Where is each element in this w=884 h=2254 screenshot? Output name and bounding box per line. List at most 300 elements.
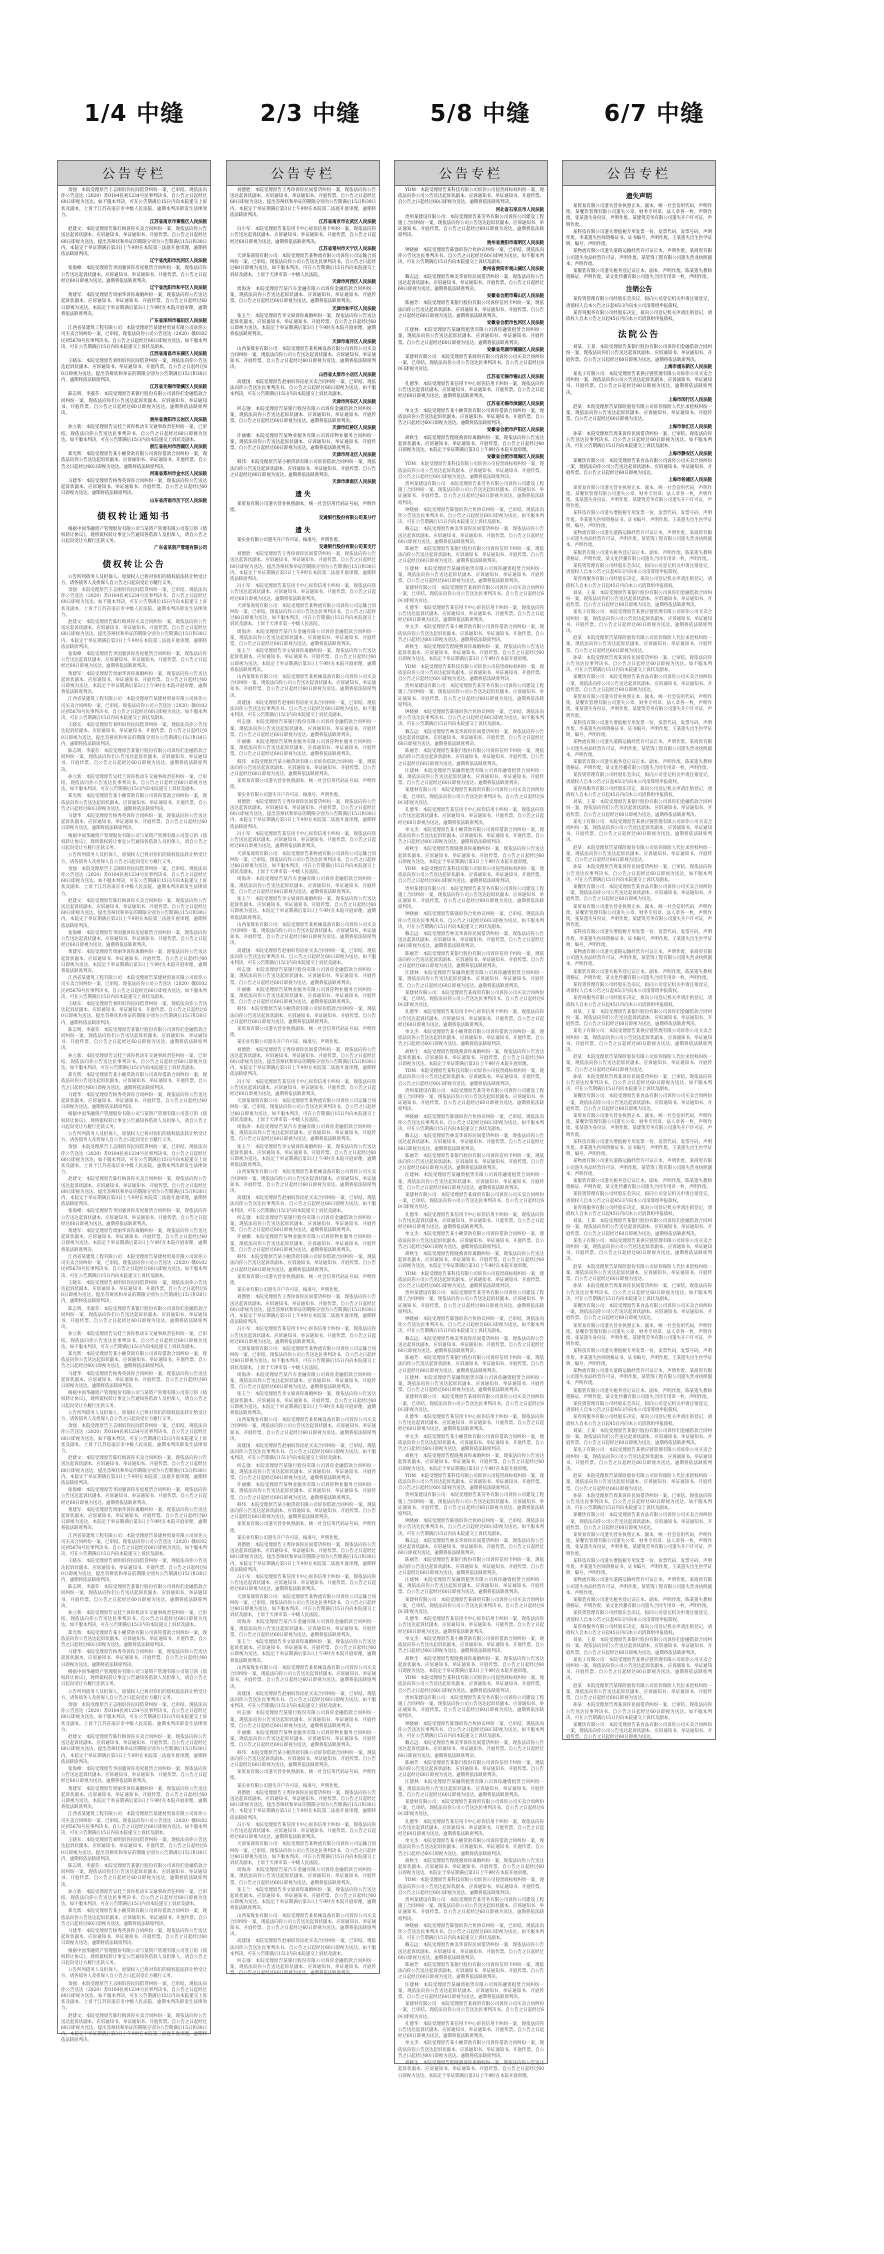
notice-entry: 单文杰：本院受理原告某小额贷款有限公司诉你借款合同纠纷一案，现依法向你公告送达起诉状副本、应诉通知书、举证通知书、开庭传票。自公告之日起经过60日即视为送达。逾期将依法缺席判决。 <box>398 625 544 643</box>
notice-entry: 高建国：本院受理原告赵丽诉你房屋买卖合同纠纷一案，已审结。现依法向你公告送达民事判决书。自公告之日起经过60日即视为送达。如不服本判决，可在公告期满后15日内向本院递交上诉状及副本。 <box>230 379 376 398</box>
notice-entry: 赵建文：本院受理原告陈红梅诉你买卖合同纠纷一案，现依法向你公告送达起诉状副本、应诉通知书、举证通知书、开庭传票。自公告之日起经过60日即视为送达。提出答辩状和举证的期限分别为公告期满后15日和30日内。本院定于举证期满后第3日上午9时在本院第三法庭开庭审理，逾期将依法缺席判决。 <box>61 898 207 929</box>
notice-entry: 陈丽芳：本院受理原告某银行股份有限公司诉你信用卡纠纷一案，现依法向你公告送达起诉状副本、应诉通知书、举证通知书、开庭传票。自公告之日起经过60日即视为送达。逾期将依法缺席判决。 <box>398 1356 544 1374</box>
notice-entry: 胡秋生：本院受理原告程晓燕诉你离婚纠纷一案，现依法向你公告送达起诉状副本、应诉通知书、举证通知书、开庭传票。自公告之日起经过60日即视为送达。本院定于举证期满后第3日上午9时在本院开庭审理。 <box>398 1858 544 1877</box>
notice-entry: 某投资管理有限公司经股东会决议，拟向公司登记机关申请注销登记，请债权人自本公告之日起45日内向本公司清算组申报债权。 <box>566 563 712 576</box>
column-body <box>227 186 379 1981</box>
notice-entry: 汪建林：本院受理原告某融资租赁有限公司诉你融资租赁合同纠纷一案，现依法向你公告送达起诉状副本、应诉通知书、举证通知书、开庭传票。自公告之日起经过60日即视为送达。逾期将依法缺席判决。 <box>398 971 544 989</box>
notice-entry: 王晓东：本院受理原告刘明诉你民间借贷纠纷一案，现依法向你公告送达起诉状副本、应诉通知书、举证通知书、开庭传票。自公告之日起经过60日即视为送达。提出答辩状和举证的期限分别为公告期满后15日和30日内，逾期将依法缺席判决。 <box>61 723 207 747</box>
notice-entry: 某建材有限公司：本院受理原告某商贸有限公司诉你公司买卖合同纠纷一案，已审结。现依法向你公司公告送达民事判决书。自公告之日起经过60日即视为送达。 <box>398 2002 544 2020</box>
court-signature: 贵州省贵阳市观山湖区人民法院 <box>482 267 544 273</box>
notice-entry: 某建材有限公司：本院受理原告某商贸有限公司诉你公司买卖合同纠纷一案，已审结。现依法向你公司公告送达民事判决书。自公告之日起经过60日即视为送达。 <box>398 990 544 1009</box>
notice-entry: 某物流有限公司遗失道路运输经营许可证正本，声明作废。某商贸有限公司遗失食品经营许可证，声明作废。某装饰工程有限公司遗失营业执照副本，声明作废。 <box>566 740 712 758</box>
notice-entry: 赵建文：本院受理原告陈红梅诉你买卖合同纠纷一案，现依法向你公告送达起诉状副本、应诉通知书、举证通知书、开庭传票。自公告之日起经过60日即视为送达。提出答辩状和举证的期限分别为公告期满后15日和30日内。本院定于举证期满后第3日上午9时在本院第三法庭开庭审理，逾期将依法缺席判决。 <box>61 1456 207 1486</box>
notice-entry: 单文杰：本院受理原告某小额贷款有限公司诉你借款合同纠纷一案，现依法向你公告送达起诉状副本、应诉通知书、举证通知书、开庭传票。自公告之日起经过60日即视为送达。逾期将依法缺席判决。 <box>398 1839 544 1857</box>
notice-entry: 郑光辉：本院受理原告某小额贷款有限公司诉你借款合同纠纷一案，现依法向你公告送达起诉状副本、应诉通知书、举证通知书、开庭传票。自公告之日起经过60日即视为送达。逾期将依法缺席判决。 <box>61 794 207 812</box>
notice-entry: 韩伟：本院受理原告某小额贷款有限公司诉你借款合同纠纷一案，现依法向你公告送达起诉状副本、应诉通知书、举证通知书、开庭传票。自公告之日起经过60日即视为送达。逾期将依法缺席判决。 <box>230 460 376 478</box>
notice-entry: 汪建林：本院受理原告某融资租赁有限公司诉你融资租赁合同纠纷一案，现依法向你公告送达起诉状副本、应诉通知书、举证通知书、开庭传票。自公告之日起经过60日即视为送达。逾期将依法缺席判决。 <box>398 768 544 787</box>
notice-entry: YDM：本院受理原告某科技有限公司诉你公司侵害商标权纠纷一案，现依法向你公司公告送达起诉状副本、应诉通知书、举证通知书、开庭传票。自公告之日起经过60日即视为送达。逾期将依法缺席判决。 <box>398 1271 544 1289</box>
notice-entry: 陈丽芳：本院受理原告某银行股份有限公司诉你信用卡纠纷一案，现依法向你公告送达起诉状副本、应诉通知书、举证通知书、开庭传票。自公告之日起经过60日即视为送达。逾期将依法缺席判决。 <box>398 951 544 969</box>
column-header: 公告专栏 <box>227 161 379 186</box>
notice-entry: 钟晓丽：本院受理原告陈强诉你合伙协议纠纷一案，已审结。现依法向你公告送达民事判决书。自公告之日起经过60日即视为送达。如不服本判决，可在公告期满后15日内向本院递交上诉状及副本。 <box>398 912 544 930</box>
notice-entry: 贵州某建设有限公司：本院受理原告某劳务有限公司诉你公司建设工程施工合同纠纷一案，现依法向你公司公告送达起诉状副本、应诉通知书、举证通知书、开庭传票。自公告之日起经过60日即视为送达。逾期将依法缺席判决。 <box>398 886 544 911</box>
court-signature: 天津市红桥区人民法院 <box>332 426 376 432</box>
notice-entry: 汪建林：本院受理原告某融资租赁有限公司诉你融资租赁合同纠纷一案，现依法向你公告送达起诉状副本、应诉通知书、举证通知书、开庭传票。自公告之日起经过60日即视为送达。逾期将依法缺席判决。 <box>398 566 544 584</box>
notice-entry: 某餐饮有限公司：本院受理原告某食品有限公司诉你公司买卖合同纠纷一案，现依法向你公司公告送达起诉状副本、应诉通知书、举证通知书、开庭传票。自公告之日起经过60日即视为送达。 <box>566 1094 712 1112</box>
notice-entry: 天津某商贸有限公司：本院受理原告某物流有限公司诉你公司运输合同纠纷一案，已审结。现依法向你公司公告送达民事判决书。自公告之日起经过60日即视为送达。如不服本判决，可在公告期满后15日内向本院递交上诉状及副本，上诉于天津市第一中级人民法院。 <box>230 851 376 876</box>
court-signature: 辽宁省沈阳市沈河区人民法院 <box>149 259 207 265</box>
notice-entry: 赵建文：本院受理原告陈红梅诉你买卖合同纠纷一案，现依法向你公告送达起诉状副本、应诉通知书、举证通知书、开庭传票。自公告之日起经过60日即视为送达。提出答辩状和举证的期限分别为公告期满后15日和30日内。本院定于举证期满后第3日上午9时在本院第三法庭开庭审理，逾期将依法缺席判决。 <box>61 227 207 258</box>
notice-entry: 王晓东：本院受理原告刘明诉你民间借贷纠纷一案，现依法向你公告送达起诉状副本、应诉通知书、举证通知书、开庭传票。自公告之日起经过60日即视为送达。提出答辩状和举证的期限分别为公告期满后15日和30日内，逾期将依法缺席判决。 <box>61 1559 207 1584</box>
notice-entry: 张玉兰：本院受理原告李文斌诉你离婚纠纷一案，现依法向你公告送达起诉状副本、应诉通知书、举证通知书、开庭传票。自公告之日起经过60日即视为送达。本院定于举证期满后第3日上午9时在本院开庭审理，逾期将依法缺席判决。 <box>230 1640 376 1664</box>
announcement-column-2 <box>226 160 380 1977</box>
notice-entry: 刘某、王某：本院受理原告某银行股份有限公司诉你们金融借款合同纠纷一案，现依法向你们公告送达起诉状副本、应诉通知书、举证通知书、开庭传票。自公告之日起经过60日即视为送达。逾期将依法缺席判决。 <box>566 590 712 609</box>
notice-entry: 余强：本院受理原告王志刚诉你民间借贷纠纷一案，已审结。现依法向你公告送达（2020）苏0104民初1234号民事判决书。自公告之日起经过60日即视为送达。如不服本判决，可在公告期满后15日内向本院递交上诉状及副本，上诉于江苏省南京市中级人民法院。逾期本判决即发生法律效力。 <box>61 1981 207 2012</box>
notice-entry: 陈丽芳：本院受理原告某银行股份有限公司诉你信用卡纠纷一案，现依法向你公告送达起诉状副本、应诉通知书、举证通知书、开庭传票。自公告之日起经过60日即视为送达。逾期将依法缺席判决。 <box>398 1558 544 1576</box>
notice-entry: YDM：本院受理原告某科技有限公司诉你公司侵害商标权纠纷一案，现依法向你公司公告送达起诉状副本、应诉通知书、举证通知书、开庭传票。自公告之日起经过60日即视为送达。逾期将依法缺席判决。 <box>398 1676 544 1694</box>
notice-entry: 赵某：本院受理原告某保险股份有限公司诉你保险人代位求偿权纠纷一案，现依法向你公告送达起诉状副本、应诉通知书、举证通知书、开庭传票。自公告之日起经过60日即视为送达。 <box>566 1683 712 1702</box>
notice-entry: 孔德华：本院受理原告某信用卡中心诉你信用卡纠纷一案，现依法向你公告送达起诉状副本、应诉通知书、举证通知书、开庭传票。自公告之日起经过60日即视为送达。逾期将依法缺席判决。 <box>398 605 544 624</box>
notice-entry: 张海峰：本院受理原告李国强诉你房屋租赁合同纠纷一案，现依法向你公告送达起诉状副本、应诉通知书、举证通知书、开庭传票。自公告之日起经过60日即视为送达。逾期将依法缺席判决。 <box>61 1766 207 1785</box>
notice-entry: 天津某商贸有限公司：本院受理原告某物流有限公司诉你公司运输合同纠纷一案，已审结。现依法向你公司公告送达民事判决书。自公告之日起经过60日即视为送达。如不服本判决，可在公告期满后15日内向本院递交上诉状及副本，上诉于天津市第一中级人民法院。 <box>230 1594 376 1619</box>
notice-entry: 山西某煤业有限公司：本院受理原告某机械设备有限公司诉你公司买卖合同纠纷一案，现依法向你公司公告送达起诉状副本、应诉通知书、举证通知书、开庭传票。自公告之日起经过60日即视为送达。逾期将依法缺席判决。 <box>230 1665 376 1690</box>
notice-entry: 某电子有限公司：本院受理原告某供应链管理有限公司诉你公司买卖合同纠纷一案，现依法向你公司公告送达起诉状副本、应诉通知书、举证通知书、开庭传票。自公告之日起经过60日即视为送达。逾期将依法缺席判决。 <box>566 372 712 396</box>
notice-entry: 周海涛：本院受理原告某汽车金融有限公司诉你金融借款合同纠纷一案，现依法向你公告送达起诉状副本、应诉通知书、举证通知书、开庭传票。自公告之日起经过60日即视为送达。逾期将依法缺席判决。 <box>230 629 376 647</box>
notice-entry: 孙某：本院受理原告周某诉你民间借贷纠纷一案，已审结。现依法向你公告送达民事判决书。自公告之日起经过60日即视为送达。如不服本判决，可在公告期满后15日内向本院递交上诉状及副本。 <box>566 431 712 450</box>
notice-entry: 陈志明、李淑芬：本院受理原告某银行股份有限公司诉你们金融借款合同纠纷一案，现依法向你们公告送达起诉状副本、应诉通知书、举证通知书、开庭传票。自公告之日起经过60日即视为送达。逾期将依法缺席判决。 <box>61 749 207 773</box>
notice-entry: 某物流有限公司遗失道路运输经营许可证正本，声明作废。某商贸有限公司遗失食品经营许可证，声明作废。某装饰工程有限公司遗失营业执照副本，声明作废。 <box>566 1368 712 1387</box>
notice-entry: 马建华：本院受理原告杨秀英诉你合同纠纷一案，现依法向你公告送达起诉状副本、应诉通知书、举证通知书、开庭传票。自公告之日起经过60日即视为送达。逾期将依法缺席判决。 <box>61 1929 207 1947</box>
court-signature: 辽宁省沈阳市和平区人民法院 <box>149 286 207 292</box>
notice-entry: 黄建军：本院受理原告周丽华诉你离婚纠纷一案，现依法向你公告送达起诉状副本、应诉通知书、举证通知书、开庭传票。自公告之日起经过60日即视为送达。本院定于举证期满后第3日上午9时在本院开庭审理，逾期将依法缺席判决。 <box>61 671 207 696</box>
notice-entry: 赵某：本院受理原告某保险股份有限公司诉你保险人代位求偿权纠纷一案，现依法向你公告送达起诉状副本、应诉通知书、举证通知书、开庭传票。自公告之日起经过60日即视为送达。 <box>566 636 712 654</box>
notice-entry: 王晓东：本院受理原告刘明诉你民间借贷纠纷一案，现依法向你公告送达起诉状副本、应诉通知书、举证通知书、开庭传票。自公告之日起经过60日即视为送达。提出答辩状和举证的期限分别为公告期满后15日和30日内，逾期将依法缺席判决。 <box>61 1280 207 1305</box>
notice-entry: 刘德胜：本院受理原告王秀珍诉你民间借贷纠纷一案，现依法向你公告送达起诉状副本、应诉通知书、举证通知书、开庭传票。自公告之日起经过60日即视为送达。提出答辩状和举证的期限分别为公告期满后15日和30日内。本院定于举证期满后第3日上午9时在本院第二法庭开庭审理，逾期将依法缺席判决。 <box>230 552 376 582</box>
notice-entry: 张玉兰：本院受理原告李文斌诉你离婚纠纷一案，现依法向你公告送达起诉状副本、应诉通知书、举证通知书、开庭传票。自公告之日起经过60日即视为送达。本院定于举证期满后第3日上午9时在本院开庭审理，逾期将依法缺席判决。 <box>230 1887 376 1912</box>
notice-entry: 某实业有限公司遗失开户许可证，核准号，声明作废。 <box>237 1040 343 1046</box>
court-signature: 安徽省合肥市瑶海区人民法院 <box>486 455 544 461</box>
notice-entry: 孔德华：本院受理原告某信用卡中心诉你信用卡纠纷一案，现依法向你公告送达起诉状副本、应诉通知书、举证通知书、开庭传票。自公告之日起经过60日即视为送达。逾期将依法缺席判决。 <box>398 2021 544 2040</box>
court-signature: 河北省石家庄市人民法院 <box>495 207 544 213</box>
notice-entry: 某贸易有限公司遗失营业执照副本，统一社会信用代码证号码，声明作废。 <box>230 1770 376 1782</box>
notice-entry: 孙立新：本院受理原告吴桂兰诉你机动车交通事故责任纠纷一案，已审结。现依法向你公告送达民事判决书。自公告之日起经过60日即视为送达。如不服本判决，可在公告期满后15日内向本院递交上诉状及副本。 <box>61 1053 207 1071</box>
notice-entry: 赖志远：本院受理原告林美华诉你民间借贷纠纷一案，现依法向你公告送达起诉状副本、应诉通知书、举证通知书、开庭传票。自公告之日起经过60日即视为送达。逾期将依法缺席判决。 <box>398 527 544 545</box>
fold-label-1: 1/4 中缝 <box>84 101 185 127</box>
notice-entry: 冯小军：本院受理原告某信用卡中心诉你信用卡纠纷一案，现依法向你公告送达起诉状副本、应诉通知书、举证通知书、开庭传票。自公告之日起经过60日即视为送达。逾期将依法缺席判决。 <box>230 1575 376 1593</box>
notice-entry: 周海涛：本院受理原告某汽车金融有限公司诉你金融借款合同纠纷一案，现依法向你公告送达起诉状副本、应诉通知书、举证通知书、开庭传票。自公告之日起经过60日即视为送达。逾期将依法缺席判决。 <box>230 1125 376 1143</box>
notice-entry: 孔德华：本院受理原告某信用卡中心诉你信用卡纠纷一案，现依法向你公告送达起诉状副本、应诉通知书、举证通知书、开庭传票。自公告之日起经过60日即视为送达。逾期将依法缺席判决。 <box>398 1414 544 1433</box>
notice-entry: 余强：本院受理原告王志刚诉你民间借贷纠纷一案，已审结。现依法向你公告送达（2020）苏0104民初1234号民事判决书。自公告之日起经过60日即视为送达。如不服本判决，可在公告期满后15日内向本院递交上诉状及副本，上诉于江苏省南京市中级人民法院。逾期本判决即发生法律效力。 <box>61 587 207 618</box>
notice-entry: 孙某：本院受理原告周某诉你民间借贷纠纷一案，已审结。现依法向你公告送达民事判决书。自公告之日起经过60日即视为送达。如不服本判决，可在公告期满后15日内向本院递交上诉状及副本。 <box>566 865 712 883</box>
notice-entry: 孔德华：本院受理原告某信用卡中心诉你信用卡纠纷一案，现依法向你公告送达起诉状副本、应诉通知书、举证通知书、开庭传票。自公告之日起经过60日即视为送达。逾期将依法缺席判决。 <box>398 381 544 400</box>
notice-entry: 胡秋生：本院受理原告程晓燕诉你离婚纠纷一案，现依法向你公告送达起诉状副本、应诉通知书、举证通知书、开庭传票。自公告之日起经过60日即视为送达。本院定于举证期满后第3日上午9时在本院开庭审理。 <box>398 2061 544 2079</box>
column-header: 公告专栏 <box>563 161 715 186</box>
notice-entry: 江西省某建筑工程有限公司：本院受理原告某建材贸易有限公司诉你公司买卖合同纠纷一案，已审结。现依法向你公司公告送达（2020）赣0102民初5678号民事判决书。自公告之日起经过60日即视为送达。如不服本判决，可在公告期满后15日内向本院递交上诉状及副本。 <box>61 697 207 722</box>
notice-entry: 孙立新：本院受理原告吴桂兰诉你机动车交通事故责任纠纷一案，已审结。现依法向你公告送达民事判决书。自公告之日起经过60日即视为送达。如不服本判决，可在公告期满后15日内向本院递交上诉状及副本。 <box>61 1889 207 1908</box>
notice-entry: 刘德胜：本院受理原告王秀珍诉你民间借贷纠纷一案，现依法向你公告送达起诉状副本、应诉通知书、举证通知书、开庭传票。自公告之日起经过60日即视为送达。提出答辩状和举证的期限分别为公告期满后15日和30日内。本院定于举证期满后第3日上午9时在本院第二法庭开庭审理，逾期将依法缺席判决。 <box>230 799 376 830</box>
notice-entry: YDM：本院受理原告某科技有限公司诉你公司侵害商标权纠纷一案，现依法向你公司公告送达起诉状副本、应诉通知书、举证通知书、开庭传票。自公告之日起经过60日即视为送达。逾期将依法缺席判决。 <box>398 1473 544 1492</box>
notice-entry: 山西某煤业有限公司：本院受理原告某机械设备有限公司诉你公司买卖合同纠纷一案，现依法向你公司公告送达起诉状副本、应诉通知书、举证通知书、开庭传票。自公告之日起经过60日即视为送达。逾期将依法缺席判决。 <box>230 1170 376 1195</box>
notice-entry: 某贸易有限公司遗失营业执照正本、副本，统一社会信用代码，声明作废。某餐饮管理有限公司遗失公章、财务专用章、法人章各一枚，声明作废。张某遗失身份证，声明作废。某建筑劳务有限公司遗失开户许可证，声明作废。 <box>566 1533 712 1557</box>
notice-entry: 钟晓丽：本院受理原告陈强诉你合伙协议纠纷一案，已审结。现依法向你公告送达民事判决书。自公告之日起经过60日即视为送达。如不服本判决，可在公告期满后15日内向本院递交上诉状及副本。 <box>398 710 544 728</box>
notice-entry: 孙立新：本院受理原告吴桂兰诉你机动车交通事故责任纠纷一案，已审结。现依法向你公告送达民事判决书。自公告之日起经过60日即视为送达。如不服本判决，可在公告期满后15日内向本院递交上诉状及副本。 <box>61 425 207 443</box>
notice-entry: 某餐饮有限公司：本院受理原告某食品有限公司诉你公司买卖合同纠纷一案，现依法向你公司公告送达起诉状副本、应诉通知书、举证通知书、开庭传票。自公告之日起经过60日即视为送达。 <box>566 458 712 477</box>
notice-entry: 马建华：本院受理原告杨秀英诉你合同纠纷一案，现依法向你公告送达起诉状副本、应诉通知书、举证通知书、开庭传票。自公告之日起经过60日即视为送达。逾期将依法缺席判决。 <box>61 1092 207 1111</box>
notice-entry: 某实业有限公司遗失开户许可证，核准号，声明作废。 <box>237 1288 343 1294</box>
notice-entry: 冯小军：本院受理原告某信用卡中心诉你信用卡纠纷一案，现依法向你公告送达起诉状副本、应诉通知书、举证通知书、开庭传票。自公告之日起经过60日即视为送达。逾期将依法缺席判决。 <box>230 831 376 850</box>
notice-entry: 某咨询服务有限公司经股东决定，拟向公司登记机关申请注销登记，请债权人自本公告之日起45日内向本公司清算组申报债权。 <box>566 1205 712 1218</box>
notice-entry: 孔德华：本院受理原告某信用卡中心诉你信用卡纠纷一案，现依法向你公告送达起诉状副本、应诉通知书、举证通知书、开庭传票。自公告之日起经过60日即视为送达。逾期将依法缺席判决。 <box>398 808 544 826</box>
notice-entry: 江西省某建筑工程有限公司：本院受理原告某建材贸易有限公司诉你公司买卖合同纠纷一案，已审结。现依法向你公司公告送达（2020）赣0102民初5678号民事判决书。自公告之日起经过60日即视为送达。如不服本判决，可在公告期满后15日内向本院递交上诉状及副本。 <box>61 1812 207 1836</box>
notice-entry: 贵州某建设有限公司：本院受理原告某劳务有限公司诉你公司建设工程施工合同纠纷一案，现依法向你公司公告送达起诉状副本、应诉通知书、举证通知书、开庭传票。自公告之日起经过60日即视为送达。逾期将依法缺席判决。 <box>398 1695 544 1720</box>
notice-entry: 山西某煤业有限公司：本院受理原告某机械设备有限公司诉你公司买卖合同纠纷一案，现依法向你公司公告送达起诉状副本、应诉通知书、举证通知书、开庭传票。自公告之日起经过60日即视为送达。逾期将依法缺席判决。 <box>230 675 376 699</box>
notice-entry: 黄建军：本院受理原告周丽华诉你离婚纠纷一案，现依法向你公告送达起诉状副本、应诉通知书、举证通知书、开庭传票。自公告之日起经过60日即视为送达。本院定于举证期满后第3日上午9时在本院开庭审理，逾期将依法缺席判决。 <box>61 1229 207 1253</box>
notice-entry: 孔德华：本院受理原告某信用卡中心诉你信用卡纠纷一案，现依法向你公告送达起诉状副本、应诉通知书、举证通知书、开庭传票。自公告之日起经过60日即视为送达。逾期将依法缺席判决。 <box>398 1212 544 1231</box>
notice-entry: 冯小军：本院受理原告某信用卡中心诉你信用卡纠纷一案，现依法向你公告送达起诉状副本、应诉通知书、举证通知书、开庭传票。自公告之日起经过60日即视为送达。逾期将依法缺席判决。 <box>230 1822 376 1841</box>
notice-entry: 某服装有限公司遗失税务登记证正本、副本，声明作废。陈某遗失教师资格证，声明作废。某文化传播有限公司遗失合同专用章一枚，声明作废。 <box>566 550 712 562</box>
notice-entry: 许丽娜：本院受理原告某物业服务有限公司诉你物业服务合同纠纷一案，现依法向你公告送达起诉状副本、应诉通知书、举证通知书、开庭传票。自公告之日起经过60日即视为送达。逾期将依法缺席判决。 <box>230 1483 376 1501</box>
court-signature: 江苏省南京市玄武区人民法院 <box>318 220 376 226</box>
notice-entry: 刘德胜：本院受理原告王秀珍诉你民间借贷纠纷一案，现依法向你公告送达起诉状副本、应诉通知书、举证通知书、开庭传票。自公告之日起经过60日即视为送达。提出答辩状和举证的期限分别为公告期满后15日和30日内。本院定于举证期满后第3日上午9时在本院第二法庭开庭审理，逾期将依法缺席判决。 <box>230 188 376 218</box>
notice-entry: 张海峰：本院受理原告李国强诉你房屋租赁合同纠纷一案，现依法向你公告送达起诉状副本、应诉通知书、举证通知书、开庭传票。自公告之日起经过60日即视为送达。逾期将依法缺席判决。 <box>61 652 207 670</box>
notice-entry: 某贸易有限公司遗失营业执照正本、副本，统一社会信用代码，声明作废。某餐饮管理有限公司遗失公章、财务专用章、法人章各一枚，声明作废。张某遗失身份证，声明作废。某建筑劳务有限公司遗失开户许可证，声明作废。 <box>566 1114 712 1138</box>
notice-entry: 张玉兰：本院受理原告李文斌诉你离婚纠纷一案，现依法向你公告送达起诉状副本、应诉通知书、举证通知书、开庭传票。自公告之日起经过60日即视为送达。本院定于举证期满后第3日上午9时在本院开庭审理，逾期将依法缺席判决。 <box>230 649 376 673</box>
court-signature: 天津市河东区人民法院 <box>332 399 376 405</box>
column-body <box>563 186 715 1745</box>
notice-entry: 汪建林：本院受理原告某融资租赁有限公司诉你融资租赁合同纠纷一案，现依法向你公告送达起诉状副本、应诉通知书、举证通知书、开庭传票。自公告之日起经过60日即视为送达。逾期将依法缺席判决。 <box>398 1173 544 1191</box>
notice-entry: 许丽娜：本院受理原告某物业服务有限公司诉你物业服务合同纠纷一案，现依法向你公告送达起诉状副本、应诉通知书、举证通知书、开庭传票。自公告之日起经过60日即视为送达。逾期将依法缺席判决。 <box>230 987 376 1006</box>
notice-entry: 陈志明、李淑芬：本院受理原告某银行股份有限公司诉你们金融借款合同纠纷一案，现依法向你们公告送达起诉状副本、应诉通知书、举证通知书、开庭传票。自公告之日起经过60日即视为送达。逾期将依法缺席判决。 <box>61 1306 207 1331</box>
notice-entry: 公告所列债务人及担保人，原债权人已将对你们的债权依法转让给受让方，请各债务人及担保人自公告之日起向受让方履行义务。 <box>61 1410 207 1422</box>
notice-entry: 何志强：本院受理原告某银行股份有限公司诉你金融借款合同纠纷一案，现依法向你公告送达起诉状副本、应诉通知书、举证通知书、开庭传票。自公告之日起经过60日即视为送达。逾期将依法缺席判决。 <box>230 968 376 986</box>
notice-entry: 贵州某建设有限公司：本院受理原告某劳务有限公司诉你公司建设工程施工合同纠纷一案，现依法向你公司公告送达起诉状副本、应诉通知书、举证通知书、开庭传票。自公告之日起经过60日即视为送达。逾期将依法缺席判决。 <box>398 684 544 708</box>
court-signature: 江苏省无锡市锡山区人民法院 <box>486 374 544 380</box>
court-signature: 安徽省合肥市庐阳区人民法院 <box>486 428 544 434</box>
section-title: 债权转让公告 <box>102 559 166 570</box>
notice-entry: 某餐饮有限公司：本院受理原告某食品有限公司诉你公司买卖合同纠纷一案，现依法向你公司公告送达起诉状副本、应诉通知书、举证通知书、开庭传票。自公告之日起经过60日即视为送达。 <box>566 675 712 693</box>
notice-entry: 贵州某建设有限公司：本院受理原告某劳务有限公司诉你公司建设工程施工合同纠纷一案，现依法向你公司公告送达起诉状副本、应诉通知书、举证通知书、开庭传票。自公告之日起经过60日即视为送达。逾期将依法缺席判决。 <box>398 481 544 506</box>
notice-entry: 马建华：本院受理原告杨秀英诉你合同纠纷一案，现依法向你公告送达起诉状副本、应诉通知书、举证通知书、开庭传票。自公告之日起经过60日即视为送达。逾期将依法缺席判决。 <box>61 1371 207 1389</box>
notice-entry: 陈志明、李淑芬：本院受理原告某银行股份有限公司诉你们金融借款合同纠纷一案，现依法向你们公告送达起诉状副本、应诉通知书、举证通知书、开庭传票。自公告之日起经过60日即视为送达。逾期将依法缺席判决。 <box>61 1027 207 1052</box>
court-signature: 交通银行股份有限公司某分行 <box>318 515 376 521</box>
notice-entry: 某电子有限公司：本院受理原告某供应链管理有限公司诉你公司买卖合同纠纷一案，现依法向你公司公告送达起诉状副本、应诉通知书、举证通知书、开庭传票。自公告之日起经过60日即视为送达。逾期将依法缺席判决。 <box>566 1029 712 1053</box>
notice-entry: 赵建文：本院受理原告陈红梅诉你买卖合同纠纷一案，现依法向你公告送达起诉状副本、应诉通知书、举证通知书、开庭传票。自公告之日起经过60日即视为送达。提出答辩状和举证的期限分别为公告期满后15日和30日内。本院定于举证期满后第3日上午9时在本院第三法庭开庭审理，逾期将依法缺席判决。 <box>61 2013 207 2044</box>
court-signature: 广东省深圳市福田区人民法院 <box>149 319 207 325</box>
notice-entry: 郑光辉：本院受理原告某小额贷款有限公司诉你借款合同纠纷一案，现依法向你公告送达起诉状副本、应诉通知书、举证通知书、开庭传票。自公告之日起经过60日即视为送达。逾期将依法缺席判决。 <box>61 1073 207 1091</box>
notice-entry: 根据中国华融资产管理股份有限公司与某资产管理有限公司签订的《债权转让协议》，现将债权转让事宜公告通知各借款人及担保人，请自公告之日起向受让方履行还款义务。 <box>61 1948 207 1967</box>
notice-entry: 赖志远：本院受理原告林美华诉你民间借贷纠纷一案，现依法向你公告送达起诉状副本、应诉通知书、举证通知书、开庭传票。自公告之日起经过60日即视为送达。逾期将依法缺席判决。 <box>398 1741 544 1759</box>
notice-entry: 陈丽芳：本院受理原告某银行股份有限公司诉你信用卡纠纷一案，现依法向你公告送达起诉状副本、应诉通知书、举证通知书、开庭传票。自公告之日起经过60日即视为送达。逾期将依法缺席判决。 <box>398 301 544 319</box>
notice-entry: 钟晓丽：本院受理原告陈强诉你合伙协议纠纷一案，已审结。现依法向你公告送达民事判决书。自公告之日起经过60日即视为送达。如不服本判决，可在公告期满后15日内向本院递交上诉状及副本。 <box>398 1721 544 1739</box>
notice-entry: 孙某：本院受理原告周某诉你民间借贷纠纷一案，已审结。现依法向你公告送达民事判决书。自公告之日起经过60日即视为送达。如不服本判决，可在公告期满后15日内向本院递交上诉状及副本。 <box>566 655 712 674</box>
notice-entry: 张海峰：本院受理原告李国强诉你房屋租赁合同纠纷一案，现依法向你公告送达起诉状副本、应诉通知书、举证通知书、开庭传票。自公告之日起经过60日即视为送达。逾期将依法缺席判决。 <box>61 930 207 949</box>
fold-label-3: 5/8 中缝 <box>430 101 531 127</box>
notice-entry: 孙立新：本院受理原告吴桂兰诉你机动车交通事故责任纠纷一案，已审结。现依法向你公告送达民事判决书。自公告之日起经过60日即视为送达。如不服本判决，可在公告期满后15日内向本院递交上诉状及副本。 <box>61 1611 207 1629</box>
notice-entry: 某科技有限公司遗失增值税专用发票一份，发票代码，发票号码，声明作废。李某遗失医师资格证书，证书编号，声明作废。王某遗失出生医学证明，编号，声明作废。 <box>566 1349 712 1367</box>
notice-entry: 贵州某建设有限公司：本院受理原告某劳务有限公司诉你公司建设工程施工合同纠纷一案，现依法向你公司公告送达起诉状副本、应诉通知书、举证通知书、开庭传票。自公告之日起经过60日即视为送达。逾期将依法缺席判决。 <box>398 1493 544 1518</box>
court-signature: 贵州省贵阳市云岩区人民法院 <box>149 418 207 424</box>
notice-entry: 江西省某建筑工程有限公司：本院受理原告某建材贸易有限公司诉你公司买卖合同纠纷一案，已审结。现依法向你公司公告送达（2020）赣0102民初5678号民事判决书。自公告之日起经过60日即视为送达。如不服本判决，可在公告期满后15日内向本院递交上诉状及副本。 <box>61 326 207 350</box>
notice-entry: 周海涛：本院受理原告某汽车金融有限公司诉你金融借款合同纠纷一案，现依法向你公告送达起诉状副本、应诉通知书、举证通知书、开庭传票。自公告之日起经过60日即视为送达。逾期将依法缺席判决。 <box>230 1620 376 1638</box>
notice-entry: 黄建军：本院受理原告周丽华诉你离婚纠纷一案，现依法向你公告送达起诉状副本、应诉通知书、举证通知书、开庭传票。自公告之日起经过60日即视为送达。本院定于举证期满后第3日上午9时在本院开庭审理，逾期将依法缺席判决。 <box>61 1786 207 1811</box>
notice-entry: 某服装有限公司遗失税务登记证正本、副本，声明作废。陈某遗失教师资格证，声明作废。某文化传播有限公司遗失合同专用章一枚，声明作废。 <box>566 269 712 281</box>
notice-entry: 周海涛：本院受理原告某汽车金融有限公司诉你金融借款合同纠纷一案，现依法向你公告送达起诉状副本、应诉通知书、举证通知书、开庭传票。自公告之日起经过60日即视为送达。逾期将依法缺席判决。 <box>230 1868 376 1886</box>
notice-entry: 胡秋生：本院受理原告程晓燕诉你离婚纠纷一案，现依法向你公告送达起诉状副本、应诉通知书、举证通知书、开庭传票。自公告之日起经过60日即视为送达。本院定于举证期满后第3日上午9时在本院开庭审理。 <box>398 435 544 453</box>
notice-entry: 张玉兰：本院受理原告李文斌诉你离婚纠纷一案，现依法向你公告送达起诉状副本、应诉通知书、举证通知书、开庭传票。自公告之日起经过60日即视为送达。本院定于举证期满后第3日上午9时在本院开庭审理，逾期将依法缺席判决。 <box>230 313 376 338</box>
notice-entry: 张海峰：本院受理原告李国强诉你房屋租赁合同纠纷一案，现依法向你公告送达起诉状副本、应诉通知书、举证通知书、开庭传票。自公告之日起经过60日即视为送达。逾期将依法缺席判决。 <box>61 1209 207 1227</box>
notice-entry: 某咨询服务有限公司经股东决定，拟向公司登记机关申请注销登记，请债权人自本公告之日起45日内向本公司清算组申报债权。 <box>566 786 712 799</box>
notice-entry: 孙立新：本院受理原告吴桂兰诉你机动车交通事故责任纠纷一案，已审结。现依法向你公告送达民事判决书。自公告之日起经过60日即视为送达。如不服本判决，可在公告期满后15日内向本院递交上诉状及副本。 <box>61 774 207 793</box>
notice-entry: 郑光辉：本院受理原告某小额贷款有限公司诉你借款合同纠纷一案，现依法向你公告送达起诉状副本、应诉通知书、举证通知书、开庭传票。自公告之日起经过60日即视为送达。逾期将依法缺席判决。 <box>61 1630 207 1649</box>
notice-entry: 某投资管理有限公司经股东会决议，拟向公司登记机关申请注销登记，请债权人自本公告之日起45日内向本公司清算组申报债权。 <box>566 1401 712 1414</box>
announcement-column-4 <box>562 160 716 1740</box>
notice-entry: 某科技有限公司遗失增值税专用发票一份，发票代码，发票号码，声明作废。李某遗失医师资格证书，证书编号，声明作废。王某遗失出生医学证明，编号，声明作废。 <box>566 720 712 739</box>
notice-entry: 郑光辉：本院受理原告某小额贷款有限公司诉你借款合同纠纷一案，现依法向你公告送达起诉状副本、应诉通知书、举证通知书、开庭传票。自公告之日起经过60日即视为送达。逾期将依法缺席判决。 <box>61 1351 207 1370</box>
notice-entry: 某科技有限公司遗失增值税专用发票一份，发票代码，发票号码，声明作废。李某遗失医师资格证书，证书编号，声明作废。王某遗失出生医学证明，编号，声明作废。 <box>566 229 712 248</box>
section-heading: 注销公告 <box>626 285 652 294</box>
notice-entry: 黄建军：本院受理原告周丽华诉你离婚纠纷一案，现依法向你公告送达起诉状副本、应诉通知书、举证通知书、开庭传票。自公告之日起经过60日即视为送达。本院定于举证期满后第3日上午9时在本院开庭审理，逾期将依法缺席判决。 <box>61 1507 207 1532</box>
court-signature: 山东省济南市历下区人民法院 <box>149 498 207 504</box>
notice-entry: 钟晓丽：本院受理原告陈强诉你合伙协议纠纷一案，已审结。现依法向你公告送达民事判决书。自公告之日起经过60日即视为送达。如不服本判决，可在公告期满后15日内向本院递交上诉状及副本。 <box>398 247 544 266</box>
notice-entry: YDM：本院受理原告某科技有限公司诉你公司侵害商标权纠纷一案，现依法向你公司公告送达起诉状副本、应诉通知书、举证通知书、开庭传票。自公告之日起经过60日即视为送达。逾期将依法缺席判决。 <box>398 866 544 885</box>
notice-entry: 山西某煤业有限公司：本院受理原告某机械设备有限公司诉你公司买卖合同纠纷一案，现依法向你公司公告送达起诉状副本、应诉通知书、举证通知书、开庭传票。自公告之日起经过60日即视为送达。逾期将依法缺席判决。 <box>230 1418 376 1442</box>
notice-entry: 孙某：本院受理原告周某诉你民间借贷纠纷一案，已审结。现依法向你公告送达民事判决书。自公告之日起经过60日即视为送达。如不服本判决，可在公告期满后15日内向本院递交上诉状及副本。 <box>566 1493 712 1512</box>
notice-entry: 余强：本院受理原告王志刚诉你民间借贷纠纷一案，已审结。现依法向你公告送达（2020）苏0104民初1234号民事判决书。自公告之日起经过60日即视为送达。如不服本判决，可在公告期满后15日内向本院递交上诉状及副本，上诉于江苏省南京市中级人民法院。逾期本判决即发生法律效力。 <box>61 1702 207 1733</box>
notice-entry: 单文杰：本院受理原告某小额贷款有限公司诉你借款合同纠纷一案，现依法向你公告送达起诉状副本、应诉通知书、举证通知书、开庭传票。自公告之日起经过60日即视为送达。逾期将依法缺席判决。 <box>398 1030 544 1048</box>
notice-entry: 刘德胜：本院受理原告王秀珍诉你民间借贷纠纷一案，现依法向你公告送达起诉状副本、应诉通知书、举证通知书、开庭传票。自公告之日起经过60日即视为送达。提出答辩状和举证的期限分别为公告期满后15日和30日内。本院定于举证期满后第3日上午9时在本院第二法庭开庭审理，逾期将依法缺席判决。 <box>230 1543 376 1573</box>
notice-entry: 赵某：本院受理原告某保险股份有限公司诉你保险人代位求偿权纠纷一案，现依法向你公告送达起诉状副本、应诉通知书、举证通知书、开庭传票。自公告之日起经过60日即视为送达。 <box>566 1055 712 1073</box>
notice-entry: 天津某商贸有限公司：本院受理原告某物流有限公司诉你公司运输合同纠纷一案，已审结。现依法向你公司公告送达民事判决书。自公告之日起经过60日即视为送达。如不服本判决，可在公告期满后15日内向本院递交上诉状及副本，上诉于天津市第一中级人民法院。 <box>230 1346 376 1371</box>
notice-entry: 某贸易有限公司遗失营业执照正本、副本，统一社会信用代码，声明作废。某餐饮管理有限公司遗失公章、财务专用章、法人章各一枚，声明作废。张某遗失身份证，声明作废。某建筑劳务有限公司遗失开户许可证，声明作废。 <box>566 485 712 510</box>
notice-entry: 钟晓丽：本院受理原告陈强诉你合伙协议纠纷一案，已审结。现依法向你公告送达民事判决书。自公告之日起经过60日即视为送达。如不服本判决，可在公告期满后15日内向本院递交上诉状及副本。 <box>398 1114 544 1133</box>
notice-entry: 某电子有限公司：本院受理原告某供应链管理有限公司诉你公司买卖合同纠纷一案，现依法向你公司公告送达起诉状副本、应诉通知书、举证通知书、开庭传票。自公告之日起经过60日即视为送达。逾期将依法缺席判决。 <box>566 819 712 844</box>
notice-entry: 某实业有限公司遗失开户许可证，核准号，声明作废。 <box>237 1535 343 1541</box>
notice-entry: 韩伟：本院受理原告某小额贷款有限公司诉你借款合同纠纷一案，现依法向你公告送达起诉状副本、应诉通知书、举证通知书、开庭传票。自公告之日起经过60日即视为送达。逾期将依法缺席判决。 <box>230 1750 376 1768</box>
notice-entry: 某科技有限公司遗失增值税专用发票一份，发票代码，发票号码，声明作废。李某遗失医师资格证书，证书编号，声明作废。王某遗失出生医学证明，编号，声明作废。 <box>566 930 712 948</box>
notice-entry: 马建华：本院受理原告杨秀英诉你合同纠纷一案，现依法向你公告送达起诉状副本、应诉通知书、举证通知书、开庭传票。自公告之日起经过60日即视为送达。逾期将依法缺席判决。 <box>61 1650 207 1668</box>
notice-entry: 孔德华：本院受理原告某信用卡中心诉你信用卡纠纷一案，现依法向你公告送达起诉状副本、应诉通知书、举证通知书、开庭传票。自公告之日起经过60日即视为送达。逾期将依法缺席判决。 <box>398 1617 544 1635</box>
notice-entry: 江西省某建筑工程有限公司：本院受理原告某建材贸易有限公司诉你公司买卖合同纠纷一案，已审结。现依法向你公司公告送达（2020）赣0102民初5678号民事判决书。自公告之日起经过60日即视为送达。如不服本判决，可在公告期满后15日内向本院递交上诉状及副本。 <box>61 976 207 1000</box>
announcement-column-1 <box>57 160 211 2044</box>
notice-entry: 公告所列债务人及担保人，原债权人已将对你们的债权依法转让给受让方，请各债务人及担保人自公告之日起向受让方履行义务。 <box>61 1132 207 1144</box>
notice-entry: 某电子有限公司：本院受理原告某供应链管理有限公司诉你公司买卖合同纠纷一案，现依法向你公司公告送达起诉状副本、应诉通知书、举证通知书、开庭传票。自公告之日起经过60日即视为送达。逾期将依法缺席判决。 <box>566 1657 712 1682</box>
notice-entry: 某实业有限公司遗失开户许可证，核准号，声明作废。 <box>237 792 343 798</box>
column-header: 公告专栏 <box>58 161 210 186</box>
notice-entry: 赵建文：本院受理原告陈红梅诉你买卖合同纠纷一案，现依法向你公告送达起诉状副本、应诉通知书、举证通知书、开庭传票。自公告之日起经过60日即视为送达。提出答辩状和举证的期限分别为公告期满后15日和30日内。本院定于举证期满后第3日上午9时在本院第三法庭开庭审理，逾期将依法缺席判决。 <box>61 1734 207 1765</box>
notice-entry: 王晓东：本院受理原告刘明诉你民间借贷纠纷一案，现依法向你公告送达起诉状副本、应诉通知书、举证通知书、开庭传票。自公告之日起经过60日即视为送达。提出答辩状和举证的期限分别为公告期满后15日和30日内，逾期将依法缺席判决。 <box>61 1001 207 1026</box>
notice-entry: 赖志远：本院受理原告林美华诉你民间借贷纠纷一案，现依法向你公告送达起诉状副本、应诉通知书、举证通知书、开庭传票。自公告之日起经过60日即视为送达。逾期将依法缺席判决。 <box>398 729 544 748</box>
section-heading: 遗 失 <box>295 525 311 534</box>
column-body <box>58 186 210 2048</box>
notice-entry: 高建国：本院受理原告赵丽诉你房屋买卖合同纠纷一案，已审结。现依法向你公告送达民事判决书。自公告之日起经过60日即视为送达。如不服本判决，可在公告期满后15日内向本院递交上诉状及副本。 <box>230 1443 376 1462</box>
notice-entry: 钟晓丽：本院受理原告陈强诉你合伙协议纠纷一案，已审结。现依法向你公告送达民事判决书。自公告之日起经过60日即视为送达。如不服本判决，可在公告期满后15日内向本院递交上诉状及副本。 <box>398 1316 544 1335</box>
notice-entry: 某建材有限公司：本院受理原告某商贸有限公司诉你公司买卖合同纠纷一案，已审结。现依法向你公司公告送达民事判决书。自公告之日起经过60日即视为送达。 <box>398 1597 544 1616</box>
notice-entry: 刘某、王某：本院受理原告某银行股份有限公司诉你们金融借款合同纠纷一案，现依法向你们公告送达起诉状副本、应诉通知书、举证通知书、开庭传票。自公告之日起经过60日即视为送达。逾期将依法缺席判决。 <box>566 1219 712 1237</box>
notice-entry: 韩伟：本院受理原告某小额贷款有限公司诉你借款合同纠纷一案，现依法向你公告送达起诉状副本、应诉通知书、举证通知书、开庭传票。自公告之日起经过60日即视为送达。逾期将依法缺席判决。 <box>230 759 376 778</box>
notice-entry: 某实业有限公司遗失开户许可证，核准号，声明作废。 <box>237 537 343 543</box>
notice-entry: 高建国：本院受理原告赵丽诉你房屋买卖合同纠纷一案，已审结。现依法向你公告送达民事判决书。自公告之日起经过60日即视为送达。如不服本判决，可在公告期满后15日内向本院递交上诉状及副本。 <box>230 1196 376 1214</box>
notice-entry: 某投资管理有限公司经股东会决议，拟向公司登记机关申请注销登记，请债权人自本公告之日起45日内向本公司清算组申报债权。 <box>566 1611 712 1623</box>
notice-entry: 某电子有限公司：本院受理原告某供应链管理有限公司诉你公司买卖合同纠纷一案，现依法向你公司公告送达起诉状副本、应诉通知书、举证通知书、开庭传票。自公告之日起经过60日即视为送达。逾期将依法缺席判决。 <box>566 1448 712 1472</box>
notice-entry: 余强：本院受理原告王志刚诉你民间借贷纠纷一案，已审结。现依法向你公告送达（2020）苏0104民初1234号民事判决书。自公告之日起经过60日即视为送达。如不服本判决，可在公告期满后15日内向本院递交上诉状及副本，上诉于江苏省南京市中级人民法院。逾期本判决即发生法律效力。 <box>61 866 207 897</box>
notice-entry: 高建国：本院受理原告赵丽诉你房屋买卖合同纠纷一案，已审结。现依法向你公告送达民事判决书。自公告之日起经过60日即视为送达。如不服本判决，可在公告期满后15日内向本院递交上诉状及副本。 <box>230 1939 376 1957</box>
notice-entry: 某贸易有限公司遗失营业执照正本、副本，统一社会信用代码，声明作废。某餐饮管理有限公司遗失公章、财务专用章、法人章各一枚，声明作废。张某遗失身份证，声明作废。某建筑劳务有限公司遗失开户许可证，声明作废。 <box>566 1323 712 1348</box>
court-signature: 上海市静安区人民法院 <box>668 451 712 457</box>
notice-entry: 某物流有限公司遗失道路运输经营许可证正本，声明作废。某商贸有限公司遗失食品经营许可证，声明作废。某装饰工程有限公司遗失营业执照副本，声明作废。 <box>566 1159 712 1177</box>
court-signature: 山西省太原市小店区人民法院 <box>318 372 376 378</box>
court-signature: 天津市津南区人民法院 <box>332 479 376 485</box>
notice-entry: 胡秋生：本院受理原告程晓燕诉你离婚纠纷一案，现依法向你公告送达起诉状副本、应诉通知书、举证通知书、开庭传票。自公告之日起经过60日即视为送达。本院定于举证期满后第3日上午9时在本院开庭审理。 <box>398 1049 544 1068</box>
notice-entry: 陈丽芳：本院受理原告某银行股份有限公司诉你信用卡纠纷一案，现依法向你公告送达起诉状副本、应诉通知书、举证通知书、开庭传票。自公告之日起经过60日即视为送达。逾期将依法缺席判决。 <box>398 749 544 767</box>
court-signature: 贵州省贵阳市南明区人民法院 <box>486 240 544 246</box>
notice-entry: 许丽娜：本院受理原告某物业服务有限公司诉你物业服务合同纠纷一案，现依法向你公告送达起诉状副本、应诉通知书、举证通知书、开庭传票。自公告之日起经过60日即视为送达。逾期将依法缺席判决。 <box>230 740 376 758</box>
notice-entry: 单文杰：本院受理原告某小额贷款有限公司诉你借款合同纠纷一案，现依法向你公告送达起诉状副本、应诉通知书、举证通知书、开庭传票。自公告之日起经过60日即视为送达。逾期将依法缺席判决。 <box>398 2041 544 2059</box>
section-heading: 遗失声明 <box>626 192 652 200</box>
notice-entry: 汪建林：本院受理原告某融资租赁有限公司诉你融资租赁合同纠纷一案，现依法向你公告送达起诉状副本、应诉通知书、举证通知书、开庭传票。自公告之日起经过60日即视为送达。逾期将依法缺席判决。 <box>398 1578 544 1596</box>
notice-entry: 某投资管理有限公司经股东会决议，拟向公司登记机关申请注销登记，请债权人自本公告之日起45日内向本公司清算组申报债权。 <box>566 1192 712 1204</box>
notice-entry: 某物流有限公司遗失道路运输经营许可证正本，声明作废。某商贸有限公司遗失食品经营许可证，声明作废。某装饰工程有限公司遗失营业执照副本，声明作废。 <box>566 1578 712 1596</box>
notice-entry: 赵某：本院受理原告某保险股份有限公司诉你保险人代位求偿权纠纷一案，现依法向你公告送达起诉状副本、应诉通知书、举证通知书、开庭传票。自公告之日起经过60日即视为送达。 <box>566 405 712 423</box>
notice-entry: 陈志明、李淑芬：本院受理原告某银行股份有限公司诉你们金融借款合同纠纷一案，现依法向你们公告送达起诉状副本、应诉通知书、举证通知书、开庭传票。自公告之日起经过60日即视为送达。逾期将依法缺席判决。 <box>61 1863 207 1888</box>
notice-entry: 某投资管理有限公司经股东会决议，拟向公司登记机关申请注销登记，请债权人自本公告之日起45日内向本公司清算组申报债权。 <box>566 982 712 995</box>
notice-entry: 公告所列债务人及担保人，原债权人已将对你们的债权依法转让给受让方，请各债务人及担保人自公告之日起向受让方履行义务。 <box>61 1968 207 1980</box>
notice-entry: 单文杰：本院受理原告某小额贷款有限公司诉你借款合同纠纷一案，现依法向你公告送达起诉状副本、应诉通知书、举证通知书、开庭传票。自公告之日起经过60日即视为送达。逾期将依法缺席判决。 <box>398 1636 544 1655</box>
notice-entry: 某贸易有限公司遗失营业执照副本，统一社会信用代码证号码，声明作废。 <box>230 1026 376 1039</box>
notice-entry: 某建材有限公司：本院受理原告某商贸有限公司诉你公司买卖合同纠纷一案，已审结。现依法向你公司公告送达民事判决书。自公告之日起经过60日即视为送达。 <box>398 788 544 806</box>
notice-entry: 根据中国华融资产管理股份有限公司与某资产管理有限公司签订的《债权转让协议》，现将债权转让事宜公告通知各借款人及担保人，请自公告之日起向受让方履行还款义务。 <box>61 526 207 545</box>
notice-entry: 贵州某建设有限公司：本院受理原告某劳务有限公司诉你公司建设工程施工合同纠纷一案，现依法向你公司公告送达起诉状副本、应诉通知书、举证通知书、开庭传票。自公告之日起经过60日即视为送达。逾期将依法缺席判决。 <box>398 1898 544 1922</box>
notice-entry: 余强：本院受理原告王志刚诉你民间借贷纠纷一案，已审结。现依法向你公告送达（2020）苏0104民初1234号民事判决书。自公告之日起经过60日即视为送达。如不服本判决，可在公告期满后15日内向本院递交上诉状及副本，上诉于江苏省南京市中级人民法院。逾期本判决即发生法律效力。 <box>61 1424 207 1454</box>
notice-entry: 许丽娜：本院受理原告某物业服务有限公司诉你物业服务合同纠纷一案，现依法向你公告送达起诉状副本、应诉通知书、举证通知书、开庭传票。自公告之日起经过60日即视为送达。逾期将依法缺席判决。 <box>230 1730 376 1749</box>
notice-entry: 某服装有限公司遗失税务登记证正本、副本，声明作废。陈某遗失教师资格证，声明作废。某文化传播有限公司遗失合同专用章一枚，声明作废。 <box>566 969 712 981</box>
notice-entry: 某科技有限公司遗失增值税专用发票一份，发票代码，发票号码，声明作废。李某遗失医师资格证书，证书编号，声明作废。王某遗失出生医学证明，编号，声明作废。 <box>566 1558 712 1577</box>
notice-entry: YDM：本院受理原告某科技有限公司诉你公司侵害商标权纠纷一案，现依法向你公司公告送达起诉状副本、应诉通知书、举证通知书、开庭传票。自公告之日起经过60日即视为送达。逾期将依法缺席判决。 <box>398 462 544 480</box>
notice-entry: 某服装有限公司遗失税务登记证正本、副本，声明作废。陈某遗失教师资格证，声明作废。某文化传播有限公司遗失合同专用章一枚，声明作废。 <box>566 1388 712 1400</box>
court-signature: 天津市河北区人民法院 <box>332 453 376 459</box>
notice-entry: 钟晓丽：本院受理原告陈强诉你合伙协议纠纷一案，已审结。现依法向你公告送达民事判决书。自公告之日起经过60日即视为送达。如不服本判决，可在公告期满后15日内向本院递交上诉状及副本。 <box>398 1923 544 1942</box>
notice-entry: 某建材有限公司：本院受理原告某商贸有限公司诉你公司买卖合同纠纷一案，已审结。现依法向你公司公告送达民事判决书。自公告之日起经过60日即视为送达。 <box>398 1799 544 1818</box>
notice-entry: 陈志明、李淑芬：本院受理原告某银行股份有限公司诉你们金融借款合同纠纷一案，现依法向你们公告送达起诉状副本、应诉通知书、举证通知书、开庭传票。自公告之日起经过60日即视为送达。逾期将依法缺席判决。 <box>61 392 207 416</box>
notice-entry: 赖志远：本院受理原告林美华诉你民间借贷纠纷一案，现依法向你公告送达起诉状副本、应诉通知书、举证通知书、开庭传票。自公告之日起经过60日即视为送达。逾期将依法缺席判决。 <box>398 1134 544 1152</box>
notice-entry: 单文杰：本院受理原告某小额贷款有限公司诉你借款合同纠纷一案，现依法向你公告送达起诉状副本、应诉通知书、举证通知书、开庭传票。自公告之日起经过60日即视为送达。逾期将依法缺席判决。 <box>398 408 544 427</box>
notice-entry: 王晓东：本院受理原告刘明诉你民间借贷纠纷一案，现依法向你公告送达起诉状副本、应诉通知书、举证通知书、开庭传票。自公告之日起经过60日即视为送达。提出答辩状和举证的期限分别为公告期满后15日和30日内，逾期将依法缺席判决。 <box>61 1838 207 1862</box>
notice-entry: 江西省某建筑工程有限公司：本院受理原告某建材贸易有限公司诉你公司买卖合同纠纷一案，已审结。现依法向你公司公告送达（2020）赣0102民初5678号民事判决书。自公告之日起经过60日即视为送达。如不服本判决，可在公告期满后15日内向本院递交上诉状及副本。 <box>61 1254 207 1279</box>
column-body <box>395 186 547 2083</box>
notice-entry: 某餐饮有限公司：本院受理原告某食品有限公司诉你公司买卖合同纠纷一案，现依法向你公司公告送达起诉状副本、应诉通知书、举证通知书、开庭传票。自公告之日起经过60日即视为送达。 <box>566 1722 712 1741</box>
notice-entry: 张海峰：本院受理原告李国强诉你房屋租赁合同纠纷一案，现依法向你公告送达起诉状副本、应诉通知书、举证通知书、开庭传票。自公告之日起经过60日即视为送达。逾期将依法缺席判决。 <box>61 1488 207 1506</box>
court-signature: 安徽省合肥市蜀山区人民法院 <box>486 294 544 300</box>
notice-entry: 周海涛：本院受理原告某汽车金融有限公司诉你金融借款合同纠纷一案，现依法向你公告送达起诉状副本、应诉通知书、举证通知书、开庭传票。自公告之日起经过60日即视为送达。逾期将依法缺席判决。 <box>230 287 376 305</box>
notice-entry: 公告所列债务人及担保人，原债权人已将对你们的债权依法转让给受让方，请各债务人及担保人自公告之日起向受让方履行义务。 <box>61 574 207 586</box>
court-signature: 上海市闵行区人民法院 <box>668 397 712 403</box>
court-signature: 江苏省无锡市梁溪区人民法院 <box>149 385 207 391</box>
notice-entry: 张海峰：本院受理原告李国强诉你房屋租赁合同纠纷一案，现依法向你公告送达起诉状副本、应诉通知书、举证通知书、开庭传票。自公告之日起经过60日即视为送达。逾期将依法缺席判决。 <box>61 266 207 284</box>
notice-entry: 某科技有限公司遗失增值税专用发票一份，发票代码，发票号码，声明作废。李某遗失医师资格证书，证书编号，声明作废。王某遗失出生医学证明，编号，声明作废。 <box>566 511 712 529</box>
notice-entry: 某建材有限公司：本院受理原告某商贸有限公司诉你公司买卖合同纠纷一案，已审结。现依法向你公司公告送达民事判决书。自公告之日起经过60日即视为送达。 <box>398 355 544 373</box>
notice-entry: 某实业有限公司遗失开户许可证，核准号，声明作废。 <box>237 1783 343 1789</box>
notice-entry: 某投资管理有限公司经股东会决议，拟向公司登记机关申请注销登记，请债权人自本公告之日起45日内向本公司清算组申报债权。 <box>566 773 712 785</box>
notice-entry: 钟晓丽：本院受理原告陈强诉你合伙协议纠纷一案，已审结。现依法向你公告送达民事判决书。自公告之日起经过60日即视为送达。如不服本判决，可在公告期满后15日内向本院递交上诉状及副本。 <box>398 1519 544 1537</box>
court-signature: 天津市南开区人民法院 <box>332 339 376 345</box>
notice-entry: 某贸易有限公司遗失营业执照副本，统一社会信用代码证号码，声明作废。 <box>230 1522 376 1534</box>
announcement-column-3 <box>394 160 548 2079</box>
notice-entry: 某物流有限公司遗失道路运输经营许可证正本，声明作废。某商贸有限公司遗失食品经营许可证，声明作废。某装饰工程有限公司遗失营业执照副本，声明作废。 <box>566 949 712 968</box>
notice-entry: 马建华：本院受理原告杨秀英诉你合同纠纷一案，现依法向你公告送达起诉状副本、应诉通知书、举证通知书、开庭传票。自公告之日起经过60日即视为送达。逾期将依法缺席判决。 <box>61 478 207 497</box>
notice-entry: 某服装有限公司遗失税务登记证正本、副本，声明作废。陈某遗失教师资格证，声明作废。某文化传播有限公司遗失合同专用章一枚，声明作废。 <box>566 1179 712 1191</box>
notice-entry: 单文杰：本院受理原告某小额贷款有限公司诉你借款合同纠纷一案，现依法向你公告送达起诉状副本、应诉通知书、举证通知书、开庭传票。自公告之日起经过60日即视为送达。逾期将依法缺席判决。 <box>398 1232 544 1250</box>
notice-entry: 赖志远：本院受理原告林美华诉你民间借贷纠纷一案，现依法向你公告送达起诉状副本、应诉通知书、举证通知书、开庭传票。自公告之日起经过60日即视为送达。逾期将依法缺席判决。 <box>398 931 544 950</box>
notice-entry: 刘某、王某：本院受理原告某银行股份有限公司诉你们金融借款合同纠纷一案，现依法向你们公告送达起诉状副本、应诉通知书、举证通知书、开庭传票。自公告之日起经过60日即视为送达。逾期将依法缺席判决。 <box>566 345 712 363</box>
notice-entry: 孔德华：本院受理原告某信用卡中心诉你信用卡纠纷一案，现依法向你公告送达起诉状副本、应诉通知书、举证通知书、开庭传票。自公告之日起经过60日即视为送达。逾期将依法缺席判决。 <box>398 1819 544 1837</box>
court-signature: 交通银行股份有限公司某支行 <box>318 544 376 550</box>
notice-entry: 某咨询服务有限公司经股东决定，拟向公司登记机关申请注销登记，请债权人自本公告之日起45日内向本公司清算组申报债权。 <box>566 1624 712 1637</box>
notice-entry: 某餐饮有限公司：本院受理原告某食品有限公司诉你公司买卖合同纠纷一案，现依法向你公司公告送达起诉状副本、应诉通知书、举证通知书、开庭传票。自公告之日起经过60日即视为送达。 <box>566 1513 712 1531</box>
notice-entry: YDM：本院受理原告某科技有限公司诉你公司侵害商标权纠纷一案，现依法向你公司公告送达起诉状副本、应诉通知书、举证通知书、开庭传票。自公告之日起经过60日即视为送达。逾期将依法缺席判决。 <box>398 188 544 206</box>
notice-entry: 张玉兰：本院受理原告李文斌诉你离婚纠纷一案，现依法向你公告送达起诉状副本、应诉通知书、举证通知书、开庭传票。自公告之日起经过60日即视为送达。本院定于举证期满后第3日上午9时在本院开庭审理，逾期将依法缺席判决。 <box>230 1144 376 1169</box>
notice-entry: 赵建文：本院受理原告陈红梅诉你买卖合同纠纷一案，现依法向你公告送达起诉状副本、应诉通知书、举证通知书、开庭传票。自公告之日起经过60日即视为送达。提出答辩状和举证的期限分别为公告期满后15日和30日内。本院定于举证期满后第3日上午9时在本院第三法庭开庭审理，逾期将依法缺席判决。 <box>61 619 207 650</box>
notice-entry: 黄建军：本院受理原告周丽华诉你离婚纠纷一案，现依法向你公告送达起诉状副本、应诉通知书、举证通知书、开庭传票。自公告之日起经过60日即视为送达。本院定于举证期满后第3日上午9时在本院开庭审理，逾期将依法缺席判决。 <box>61 293 207 317</box>
notice-entry: 钟晓丽：本院受理原告陈强诉你合伙协议纠纷一案，已审结。现依法向你公告送达民事判决书。自公告之日起经过60日即视为送达。如不服本判决，可在公告期满后15日内向本院递交上诉状及副本。 <box>398 507 544 526</box>
notice-entry: 某建材有限公司：本院受理原告某商贸有限公司诉你公司买卖合同纠纷一案，已审结。现依法向你公司公告送达民事判决书。自公告之日起经过60日即视为送达。 <box>398 1193 544 1211</box>
notice-entry: 汪建林：本院受理原告某融资租赁有限公司诉你融资租赁合同纠纷一案，现依法向你公告送达起诉状副本、应诉通知书、举证通知书、开庭传票。自公告之日起经过60日即视为送达。逾期将依法缺席判决。 <box>398 1982 544 2001</box>
notice-entry: 黄建军：本院受理原告周丽华诉你离婚纠纷一案，现依法向你公告送达起诉状副本、应诉通知书、举证通知书、开庭传票。自公告之日起经过60日即视为送达。本院定于举证期满后第3日上午9时在本院开庭审理，逾期将依法缺席判决。 <box>61 950 207 974</box>
notice-entry: 张玉兰：本院受理原告李文斌诉你离婚纠纷一案，现依法向你公告送达起诉状副本、应诉通知书、举证通知书、开庭传票。自公告之日起经过60日即视为送达。本院定于举证期满后第3日上午9时在本院开庭审理，逾期将依法缺席判决。 <box>230 1392 376 1416</box>
notice-entry: 张玉兰：本院受理原告李文斌诉你离婚纠纷一案，现依法向你公告送达起诉状副本、应诉通知书、举证通知书、开庭传票。自公告之日起经过60日即视为送达。本院定于举证期满后第3日上午9时在本院开庭审理，逾期将依法缺席判决。 <box>230 896 376 921</box>
notice-entry: 某咨询服务有限公司经股东决定，拟向公司登记机关申请注销登记，请债权人自本公告之日起45日内向本公司清算组申报债权。 <box>566 310 712 323</box>
notice-entry: 某餐饮有限公司：本院受理原告某食品有限公司诉你公司买卖合同纠纷一案，现依法向你公司公告送达起诉状副本、应诉通知书、举证通知书、开庭传票。自公告之日起经过60日即视为送达。 <box>566 1303 712 1322</box>
notice-entry: 高建国：本院受理原告赵丽诉你房屋买卖合同纠纷一案，已审结。现依法向你公告送达民事判决书。自公告之日起经过60日即视为送达。如不服本判决，可在公告期满后15日内向本院递交上诉状及副本。 <box>230 948 376 966</box>
notice-entry: 韩伟：本院受理原告某小额贷款有限公司诉你借款合同纠纷一案，现依法向你公告送达起诉状副本、应诉通知书、举证通知书、开庭传票。自公告之日起经过60日即视为送达。逾期将依法缺席判决。 <box>230 1007 376 1025</box>
notice-entry: 公告所列债务人及担保人，原债权人已将对你们的债权依法转让给受让方，请各债务人及担保人自公告之日起向受让方履行义务。 <box>61 853 207 865</box>
notice-entry: 某物流有限公司遗失道路运输经营许可证正本，声明作废。某商贸有限公司遗失食品经营许可证，声明作废。某装饰工程有限公司遗失营业执照副本，声明作废。 <box>566 530 712 549</box>
notice-entry: 刘某、王某：本院受理原告某银行股份有限公司诉你们金融借款合同纠纷一案，现依法向你们公告送达起诉状副本、应诉通知书、举证通知书、开庭传票。自公告之日起经过60日即视为送达。逾期将依法缺席判决。 <box>566 1009 712 1028</box>
notice-entry: 刘德胜：本院受理原告王秀珍诉你民间借贷纠纷一案，现依法向你公告送达起诉状副本、应诉通知书、举证通知书、开庭传票。自公告之日起经过60日即视为送达。提出答辩状和举证的期限分别为公告期满后15日和30日内。本院定于举证期满后第3日上午9时在本院第二法庭开庭审理，逾期将依法缺席判决。 <box>230 1295 376 1326</box>
notice-entry: 某贸易有限公司遗失营业执照副本，统一社会信用代码证号码，声明作废。 <box>230 1274 376 1286</box>
notice-entry: 高建国：本院受理原告赵丽诉你房屋买卖合同纠纷一案，已审结。现依法向你公告送达民事判决书。自公告之日起经过60日即视为送达。如不服本判决，可在公告期满后15日内向本院递交上诉状及副本。 <box>230 700 376 719</box>
notice-entry: 某贸易有限公司遗失营业执照正本、副本，统一社会信用代码，声明作废。某餐饮管理有限公司遗失公章、财务专用章、法人章各一枚，声明作废。张某遗失身份证，声明作废。某建筑劳务有限公司遗失开户许可证，声明作废。 <box>566 695 712 719</box>
notice-entry: 赵某：本院受理原告某保险股份有限公司诉你保险人代位求偿权纠纷一案，现依法向你公告送达起诉状副本、应诉通知书、举证通知书、开庭传票。自公告之日起经过60日即视为送达。 <box>566 1474 712 1492</box>
notice-entry: 冯小军：本院受理原告某信用卡中心诉你信用卡纠纷一案，现依法向你公告送达起诉状副本、应诉通知书、举证通知书、开庭传票。自公告之日起经过60日即视为送达。逾期将依法缺席判决。 <box>230 584 376 602</box>
notice-entry: 某物流有限公司遗失道路运输经营许可证正本，声明作废。某商贸有限公司遗失食品经营许可证，声明作废。某装饰工程有限公司遗失营业执照副本，声明作废。 <box>566 249 712 267</box>
notice-entry: 某咨询服务有限公司经股东决定，拟向公司登记机关申请注销登记，请债权人自本公告之日起45日内向本公司清算组申报债权。 <box>566 996 712 1008</box>
court-signature: 浙江省杭州市西湖区人民法院 <box>149 444 207 450</box>
notice-entry: 天津某商贸有限公司：本院受理原告某物流有限公司诉你公司运输合同纠纷一案，已审结。现依法向你公司公告送达民事判决书。自公告之日起经过60日即视为送达。如不服本判决，可在公告期满后15日内向本院递交上诉状及副本，上诉于天津市第一中级人民法院。 <box>230 1099 376 1123</box>
notice-entry: 孙某：本院受理原告周某诉你民间借贷纠纷一案，已审结。现依法向你公告送达民事判决书。自公告之日起经过60日即视为送达。如不服本判决，可在公告期满后15日内向本院递交上诉状及副本。 <box>566 1074 712 1093</box>
notice-entry: 某电子有限公司：本院受理原告某供应链管理有限公司诉你公司买卖合同纠纷一案，现依法向你公司公告送达起诉状副本、应诉通知书、举证通知书、开庭传票。自公告之日起经过60日即视为送达。逾期将依法缺席判决。 <box>566 610 712 634</box>
notice-entry: 某投资管理有限公司经股东会决议，拟向公司登记机关申请注销登记，请债权人自本公告之日起45日内向本公司清算组申报债权。 <box>566 297 712 309</box>
notice-entry: YDM：本院受理原告某科技有限公司诉你公司侵害商标权纠纷一案，现依法向你公司公告送达起诉状副本、应诉通知书、举证通知书、开庭传票。自公告之日起经过60日即视为送达。逾期将依法缺席判决。 <box>398 1069 544 1087</box>
notice-entry: 余强：本院受理原告王志刚诉你民间借贷纠纷一案，已审结。现依法向你公告送达（2020）苏0104民初1234号民事判决书。自公告之日起经过60日即视为送达。如不服本判决，可在公告期满后15日内向本院递交上诉状及副本，上诉于江苏省南京市中级人民法院。逾期本判决即发生法律效力。 <box>61 188 207 218</box>
notice-entry: 郑光辉：本院受理原告某小额贷款有限公司诉你借款合同纠纷一案，现依法向你公告送达起诉状副本、应诉通知书、举证通知书、开庭传票。自公告之日起经过60日即视为送达。逾期将依法缺席判决。 <box>61 452 207 470</box>
notice-entry: 孙立新：本院受理原告吴桂兰诉你机动车交通事故责任纠纷一案，已审结。现依法向你公告送达民事判决书。自公告之日起经过60日即视为送达。如不服本判决，可在公告期满后15日内向本院递交上诉状及副本。 <box>61 1332 207 1350</box>
notice-entry: 某电子有限公司：本院受理原告某供应链管理有限公司诉你公司买卖合同纠纷一案，现依法向你公司公告送达起诉状副本、应诉通知书、举证通知书、开庭传票。自公告之日起经过60日即视为送达。逾期将依法缺席判决。 <box>566 1238 712 1263</box>
notice-entry: 赵某：本院受理原告某保险股份有限公司诉你保险人代位求偿权纠纷一案，现依法向你公告送达起诉状副本、应诉通知书、举证通知书、开庭传票。自公告之日起经过60日即视为送达。 <box>566 1264 712 1283</box>
notice-entry: 单文杰：本院受理原告某小额贷款有限公司诉你借款合同纠纷一案，现依法向你公告送达起诉状副本、应诉通知书、举证通知书、开庭传票。自公告之日起经过60日即视为送达。逾期将依法缺席判决。 <box>398 827 544 846</box>
column-header: 公告专栏 <box>395 161 547 186</box>
notice-entry: 周海涛：本院受理原告某汽车金融有限公司诉你金融借款合同纠纷一案，现依法向你公告送达起诉状副本、应诉通知书、举证通知书、开庭传票。自公告之日起经过60日即视为送达。逾期将依法缺席判决。 <box>230 877 376 895</box>
notice-entry: 某咨询服务有限公司经股东决定，拟向公司登记机关申请注销登记，请债权人自本公告之日起45日内向本公司清算组申报债权。 <box>566 1415 712 1427</box>
notice-entry: 赖志远：本院受理原告林美华诉你民间借贷纠纷一案，现依法向你公告送达起诉状副本、应诉通知书、举证通知书、开庭传票。自公告之日起经过60日即视为送达。逾期将依法缺席判决。 <box>398 1538 544 1557</box>
notice-entry: 天津某商贸有限公司：本院受理原告某物流有限公司诉你公司运输合同纠纷一案，已审结。现依法向你公司公告送达民事判决书。自公告之日起经过60日即视为送达。如不服本判决，可在公告期满后15日内向本院递交上诉状及副本，上诉于天津市第一中级人民法院。 <box>230 254 376 278</box>
court-signature: 江苏省南京市秦淮区人民法院 <box>149 220 207 226</box>
section-title: 法院公告 <box>617 330 660 341</box>
notice-entry: 汪建林：本院受理原告某融资租赁有限公司诉你融资租赁合同纠纷一案，现依法向你公告送达起诉状副本、应诉通知书、举证通知书、开庭传票。自公告之日起经过60日即视为送达。逾期将依法缺席判决。 <box>398 328 544 346</box>
notice-entry: 某贸易有限公司遗失营业执照正本、副本，统一社会信用代码，声明作废。某餐饮管理有限公司遗失公章、财务专用章、法人章各一枚，声明作废。张某遗失身份证，声明作废。某建筑劳务有限公司遗失开户许可证，声明作废。 <box>566 904 712 929</box>
notice-entry: 刘某、王某：本院受理原告某银行股份有限公司诉你们金融借款合同纠纷一案，现依法向你们公告送达起诉状副本、应诉通知书、举证通知书、开庭传票。自公告之日起经过60日即视为送达。逾期将依法缺席判决。 <box>566 800 712 818</box>
notice-entry: 冯小军：本院受理原告某信用卡中心诉你信用卡纠纷一案，现依法向你公告送达起诉状副本、应诉通知书、举证通知书、开庭传票。自公告之日起经过60日即视为送达。逾期将依法缺席判决。 <box>230 227 376 245</box>
notice-entry: 山西某煤业有限公司：本院受理原告某机械设备有限公司诉你公司买卖合同纠纷一案，现依法向你公司公告送达起诉状副本、应诉通知书、举证通知书、开庭传票。自公告之日起经过60日即视为送达。逾期将依法缺席判决。 <box>230 1913 376 1938</box>
court-signature: 江苏省常州市天宁区人民法院 <box>318 246 376 252</box>
notice-entry: 孔德华：本院受理原告某信用卡中心诉你信用卡纠纷一案，现依法向你公告送达起诉状副本、应诉通知书、举证通知书、开庭传票。自公告之日起经过60日即视为送达。逾期将依法缺席判决。 <box>398 1010 544 1028</box>
